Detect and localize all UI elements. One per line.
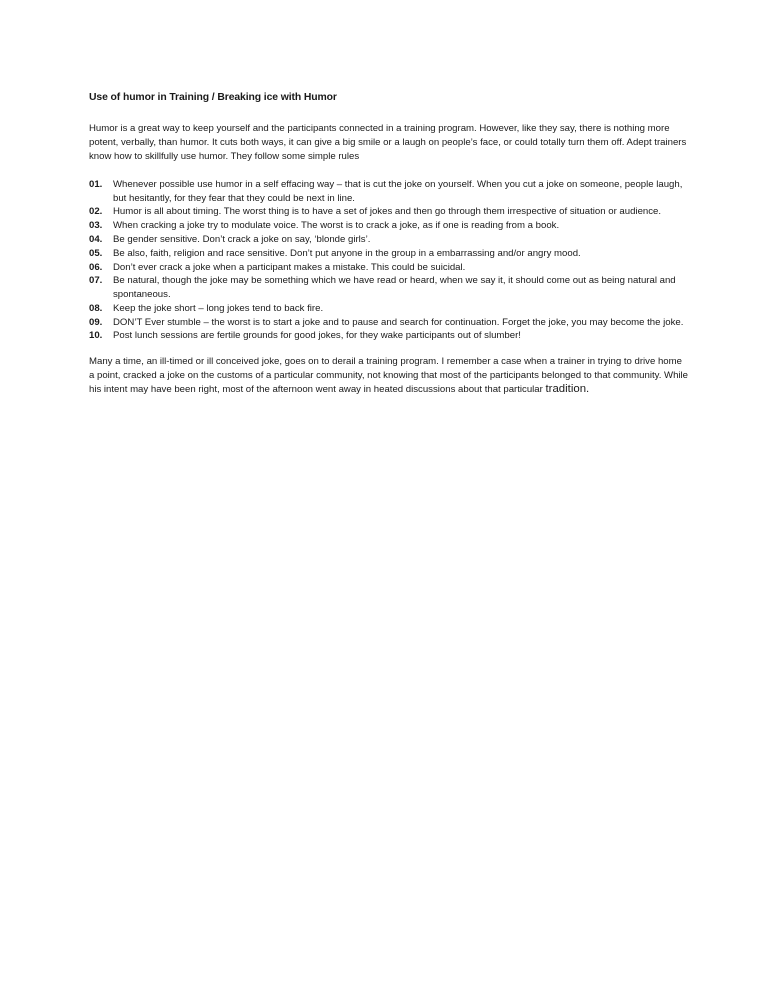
- rule-number: 06.: [89, 261, 103, 273]
- rule-text: Keep the joke short – long jokes tend to back fire.: [113, 302, 324, 314]
- closing-paragraph: [89, 355, 689, 397]
- rule-text: Don’t ever crack a joke when a participant makes a mistake. This could be suicidal.: [113, 261, 466, 273]
- rule-number: 01.: [89, 178, 103, 190]
- rules-list: [89, 178, 689, 344]
- closing-text: Many a time, an ill-timed or ill conceived joke, goes on to derail a training program. I remember a case when a trainer in trying to drive home a point, cracked a joke on the customs of a particular community, not knowing that most of the participants belonged to that community. While his intent may have been right, most of the afternoon went away in heated discussions about that particular: [89, 356, 689, 396]
- rule-number: 08.: [89, 302, 103, 314]
- rule-item: [89, 205, 689, 219]
- document-title: Use of humor in Training / Breaking ice with Humor: [89, 92, 337, 103]
- rule-item: [89, 274, 689, 302]
- rule-text: Be natural, though the joke may be something which we have read or heard, when we say it, it should come out as being natural and spontaneous.: [113, 275, 676, 301]
- rule-item: [89, 329, 689, 343]
- intro-paragraph: Humor is a great way to keep yourself and the participants connected in a training program. However, like they say, there is nothing more potent, verbally, than humor. It cuts both ways, it can give a big smile or a laugh on people’s face, or could totally turn them off. Adept trainers know how to skillfully use humor. They follow some simple rules: [89, 123, 687, 162]
- rule-item: [89, 302, 689, 316]
- document-body: [89, 91, 689, 397]
- rule-number: 04.: [89, 233, 103, 245]
- rule-text: Post lunch sessions are fertile grounds for good jokes, for they wake participants out of slumber!: [113, 330, 521, 342]
- rule-item: [89, 247, 689, 261]
- rule-number: 07.: [89, 275, 103, 287]
- rule-item: [89, 233, 689, 247]
- rule-number: 03.: [89, 220, 103, 232]
- rule-item: [89, 178, 689, 206]
- rule-number: 02.: [89, 206, 103, 218]
- rule-text: Whenever possible use humor in a self effacing way – that is cut the joke on yourself. When you cut a joke on someone, people laugh, but hesitantly, for they fear that they could be next in line.: [113, 178, 683, 204]
- rule-text: DON’T Ever stumble – the worst is to start a joke and to pause and search for continuation. Forget the joke, you may become the joke.: [113, 316, 684, 328]
- rule-number: 10.: [89, 330, 103, 342]
- rule-text: When cracking a joke try to modulate voice. The worst is to crack a joke, as if one is reading from a book.: [113, 220, 560, 232]
- rule-number: 09.: [89, 316, 103, 328]
- rule-item: [89, 261, 689, 275]
- rule-text: Humor is all about timing. The worst thing is to have a set of jokes and then go through them irrespective of situation or audience.: [113, 206, 662, 218]
- closing-last-word: tradition.: [545, 383, 590, 396]
- rule-item: [89, 316, 689, 330]
- rule-item: [89, 219, 689, 233]
- rule-text: Be also, faith, religion and race sensitive. Don’t put anyone in the group in a embarrassing and/or angry mood.: [113, 247, 581, 259]
- rule-number: 05.: [89, 247, 103, 259]
- rule-text: Be gender sensitive. Don’t crack a joke on say, ‘blonde girls’.: [113, 233, 371, 245]
